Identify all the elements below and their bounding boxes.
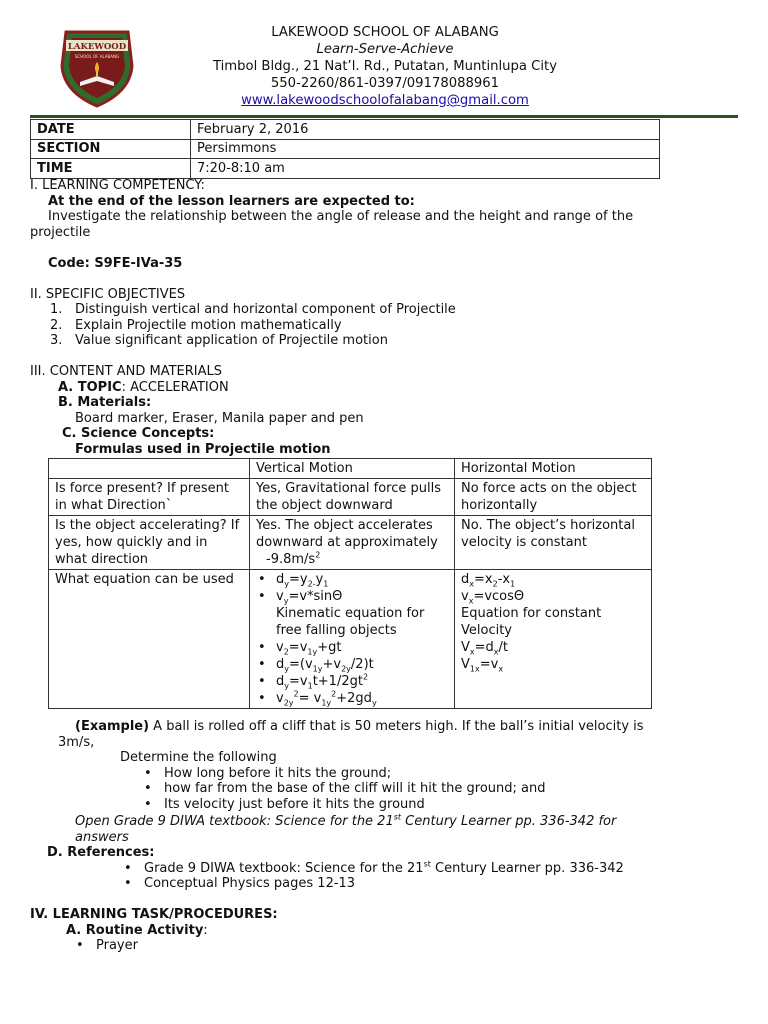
date-value: February 2, 2016 [191, 120, 660, 140]
question-cell: Is the object accelerating? If yes, how quickly and in what direction [49, 516, 250, 570]
references-label: D. References: [47, 845, 155, 860]
competency-text: Investigate the relationship between the angle of release and the height and range of the [48, 209, 634, 224]
references-list [30, 861, 740, 892]
vertical-cell: Yes, Gravitational force pulls the object downward [250, 479, 455, 516]
vertical-cell: Yes. The object accelerates downward at approximately $-9.8m/s^2$ [250, 516, 455, 570]
objectives-list [30, 302, 740, 349]
school-seal-icon [52, 26, 142, 108]
content-heading: III. CONTENT AND MATERIALS [30, 364, 223, 379]
school-phones: 550-2260/861-0397/09178088961 [270, 76, 500, 91]
section-value: Persimmons [191, 139, 660, 159]
list-item: • Grade 9 DIWA textbook: Science for the 21st Century Learner pp. 336-342 [120, 861, 740, 877]
question-cell: What equation can be used [49, 570, 250, 709]
list-item: • Its velocity just before it hits the ground [140, 797, 740, 813]
time-label: TIME [31, 159, 191, 179]
competency-code: Code: S9FE-IVa-35 [48, 255, 183, 271]
materials-label: B. Materials: [58, 395, 152, 410]
list-item: • how far from the base of the cliff will it hit the ground; and [140, 781, 740, 797]
list-item: • How long before it hits the ground; [140, 766, 740, 782]
table-row [49, 479, 652, 516]
procedures-heading: IV. LEARNING TASK/PROCEDURES: [30, 907, 278, 922]
school-name: LAKEWOOD SCHOOL OF ALABANG [271, 25, 499, 40]
horizontal-cell: No. The object’s horizontal velocity is constant [455, 516, 652, 570]
svg-text:SCHOOL OF ALABANG: SCHOOL OF ALABANG [74, 54, 120, 59]
determine-list [30, 766, 740, 813]
list-item: 2. Explain Projectile motion mathematically [50, 317, 342, 333]
list-item: • Prayer [72, 938, 740, 954]
horizontal-equations-cell: $d_x=x_2-x_1$ $v_x=vcos\Theta$ Equation for constant Velocity $V_x=d_x/t$ $V_{1x}=v_x$ [455, 570, 652, 709]
table-row [31, 159, 660, 179]
table-row [31, 120, 660, 140]
date-label: DATE [31, 120, 191, 140]
competency-lead: At the end of the lesson learners are expected to: [48, 193, 415, 209]
textbook-note: Open Grade 9 DIWA textbook: Science for the 21st Century Learner pp. 336-342 for [75, 812, 617, 829]
school-email-link[interactable]: www.lakewoodschoolofalabang@gmail.com [241, 93, 529, 108]
header-cell: Horizontal Motion [455, 459, 652, 479]
table-row [31, 139, 660, 159]
lesson-plan-body [30, 178, 740, 954]
determine-label: Determine the following [120, 750, 277, 765]
school-motto: Learn-Serve-Achieve [316, 42, 454, 57]
vertical-equations-cell: • $d_y=y_{2-}y_1$ • $v_y=v*\sin\Theta$ Kinematic equation for free falling objects • $v_2=v_{1y}+gt$ • $d_y=(v_{1y}+v_{2y}/2)t$ • $d_y=v_1t+1/2gt^2$ • $v_{2y}^2= v_{1y}^2+2gd_y$ [250, 570, 455, 709]
routine-label: A. Routine Activity: [66, 922, 208, 938]
formula-table [48, 458, 652, 709]
header-cell: Vertical Motion [250, 459, 455, 479]
table-row [49, 459, 652, 479]
textbook-note-cont: answers [75, 829, 129, 845]
example-line: (Example) A ball is rolled off a cliff that is 50 meters high. If the ball’s initial velocity is [75, 719, 644, 734]
competency-heading: I. LEARNING COMPETENCY: [30, 178, 205, 193]
letterhead [0, 24, 768, 108]
topic-line: A. TOPIC: ACCELERATION [58, 379, 229, 395]
example-line-cont: 3m/s, [58, 734, 95, 750]
section-label: SECTION [31, 139, 191, 159]
materials-value: Board marker, Eraser, Manila paper and pen [75, 410, 364, 426]
table-row [49, 516, 652, 570]
objectives-heading: II. SPECIFIC OBJECTIVES [30, 286, 186, 302]
header-divider [30, 115, 738, 118]
svg-text:LAKEWOOD: LAKEWOOD [67, 42, 127, 52]
school-address: Timbol Bldg., 21 Nat’l. Rd., Putatan, Muntinlupa City [212, 59, 558, 74]
formulas-label: Formulas used in Projectile motion [75, 441, 331, 457]
competency-text-cont: projectile [30, 224, 91, 240]
routine-list [30, 938, 740, 954]
table-row [49, 570, 652, 709]
time-value: 7:20-8:10 am [191, 159, 660, 179]
list-item: • Conceptual Physics pages 12-13 [120, 876, 740, 892]
question-cell: Is force present? If present in what Direction` [49, 479, 250, 516]
concepts-label: C. Science Concepts: [62, 426, 215, 441]
lesson-info-table [30, 119, 660, 179]
list-item: 1. Distinguish vertical and horizontal component of Projectile [50, 302, 456, 317]
header-cell [49, 459, 250, 479]
list-item: 3. Value significant application of Projectile motion [50, 333, 388, 348]
horizontal-cell: No force acts on the object horizontally [455, 479, 652, 516]
